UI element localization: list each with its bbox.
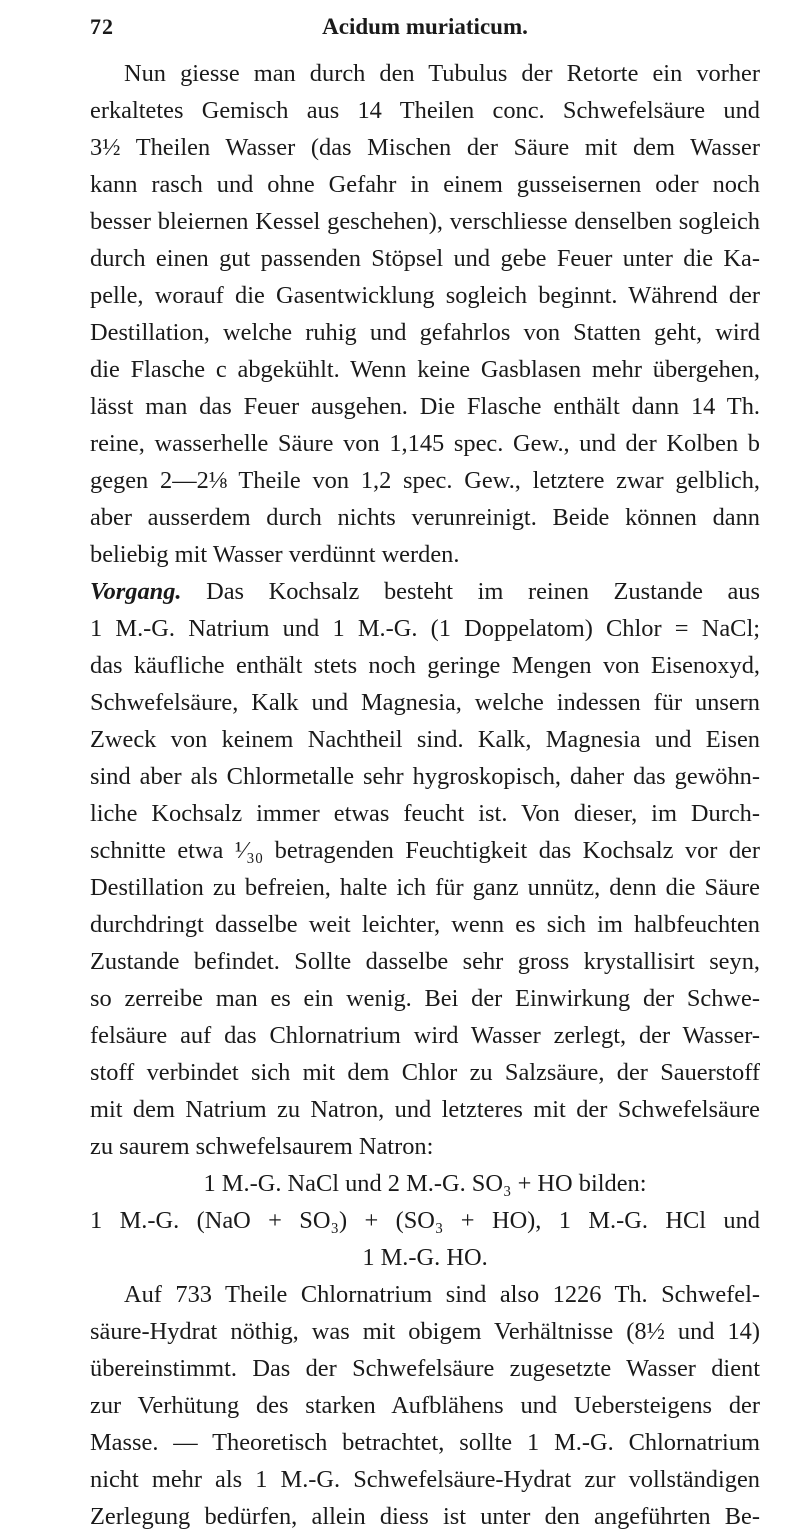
text-line: Vorgang. Das Kochsalz besteht im reinen Zustande aus xyxy=(90,578,760,605)
text-line: Zweck von keinem Nachtheil sind. Kalk, Magnesia und Eisen xyxy=(90,726,760,753)
text-line: übereinstimmt. Das der Schwefelsäure zugesetzte Wasser dient xyxy=(90,1355,760,1382)
text-line: sind aber als Chlormetalle sehr hygroskopisch, daher das gewöhn- xyxy=(90,763,760,790)
text-line: stoff verbindet sich mit dem Chlor zu Salzsäure, der Sauerstoff xyxy=(90,1059,760,1086)
text-line: beliebig mit Wasser verdünnt werden. xyxy=(90,541,460,568)
text-line: pelle, worauf die Gasentwicklung sogleich beginnt. Während der xyxy=(90,282,760,309)
page-header xyxy=(90,12,760,46)
text-line: die Flasche c abgekühlt. Wenn keine Gasblasen mehr übergehen, xyxy=(90,356,760,383)
text-line: Auf 733 Theile Chlornatrium sind also 1226 Th. Schwefel- xyxy=(124,1281,760,1308)
text-line: Zustande befindet. Sollte dasselbe sehr gross krystallisirt seyn, xyxy=(90,948,760,975)
text-line: kann rasch und ohne Gefahr in einem gusseisernen oder noch xyxy=(90,171,760,198)
text-line: säure-Hydrat nöthig, was mit obigem Verhältnisse (8½ und 14) xyxy=(90,1318,760,1345)
text-line: so zerreibe man es ein wenig. Bei der Einwirkung der Schwe- xyxy=(90,985,760,1012)
text-line: 1 M.-G. HO. xyxy=(362,1244,488,1271)
text-line: mit dem Natrium zu Natron, und letzteres mit der Schwefelsäure xyxy=(90,1096,760,1123)
text-line: Zerlegung bedürfen, allein diess ist unter den angeführten Be- xyxy=(90,1503,760,1530)
text-line: schnitte etwa ¹⁄₃₀ betragenden Feuchtigkeit das Kochsalz vor der xyxy=(90,837,760,864)
text-line: zu saurem schwefelsaurem Natron: xyxy=(90,1133,434,1160)
text-line: besser bleiernen Kessel geschehen), verschliesse denselben sogleich xyxy=(90,208,760,235)
text-line: das käufliche enthält stets noch geringe Mengen von Eisenoxyd, xyxy=(90,652,760,679)
text-line: 3½ Theilen Wasser (das Mischen der Säure mit dem Wasser xyxy=(90,134,760,161)
text-line: reine, wasserhelle Säure von 1,145 spec. Gew., und der Kolben b xyxy=(90,430,760,457)
text-line: nicht mehr als 1 M.-G. Schwefelsäure-Hydrat zur vollständigen xyxy=(90,1466,760,1493)
text-line: Masse. — Theoretisch betrachtet, sollte 1 M.-G. Chlornatrium xyxy=(90,1429,760,1456)
text-line: Destillation zu befreien, halte ich für ganz unnütz, denn die Säure xyxy=(90,874,760,901)
text-line: Destillation, welche ruhig und gefahrlos von Statten geht, wird xyxy=(90,319,760,346)
section-label: Vorgang. xyxy=(90,578,182,605)
text-line: durch einen gut passenden Stöpsel und gebe Feuer unter die Ka- xyxy=(90,245,760,272)
text-line: durchdringt dasselbe weit leichter, wenn es sich im halbfeuchten xyxy=(90,911,760,938)
text-line: erkaltetes Gemisch aus 14 Theilen conc. Schwefelsäure und xyxy=(90,97,760,124)
text-line: gegen 2—2⅛ Theile von 1,2 spec. Gew., letztere zwar gelblich, xyxy=(90,467,760,494)
body-text xyxy=(90,55,760,1535)
running-title: Acidum muriaticum. xyxy=(322,14,528,39)
text-line: Nun giesse man durch den Tubulus der Retorte ein vorher xyxy=(124,60,760,87)
text-line: liche Kochsalz immer etwas feucht ist. Von dieser, im Durch- xyxy=(90,800,760,827)
text-line: zur Verhütung des starken Aufblähens und Uebersteigens der xyxy=(90,1392,760,1419)
text-line: 1 M.-G. (NaO + SO₃) + (SO₃ + HO), 1 M.-G. HCl und xyxy=(90,1207,760,1234)
text-line: aber ausserdem durch nichts verunreinigt. Beide können dann xyxy=(90,504,760,531)
text-line: felsäure auf das Chlornatrium wird Wasser zerlegt, der Wasser- xyxy=(90,1022,760,1049)
page-number: 72 xyxy=(90,14,114,39)
text-line: 1 M.-G. Natrium und 1 M.-G. (1 Doppelatom) Chlor = NaCl; xyxy=(90,615,760,642)
text-line: 1 M.-G. NaCl und 2 M.-G. SO₃ + HO bilden: xyxy=(203,1170,647,1197)
text-line: lässt man das Feuer ausgehen. Die Flasche enthält dann 14 Th. xyxy=(90,393,760,420)
text-line: Schwefelsäure, Kalk und Magnesia, welche indessen für unsern xyxy=(90,689,760,716)
